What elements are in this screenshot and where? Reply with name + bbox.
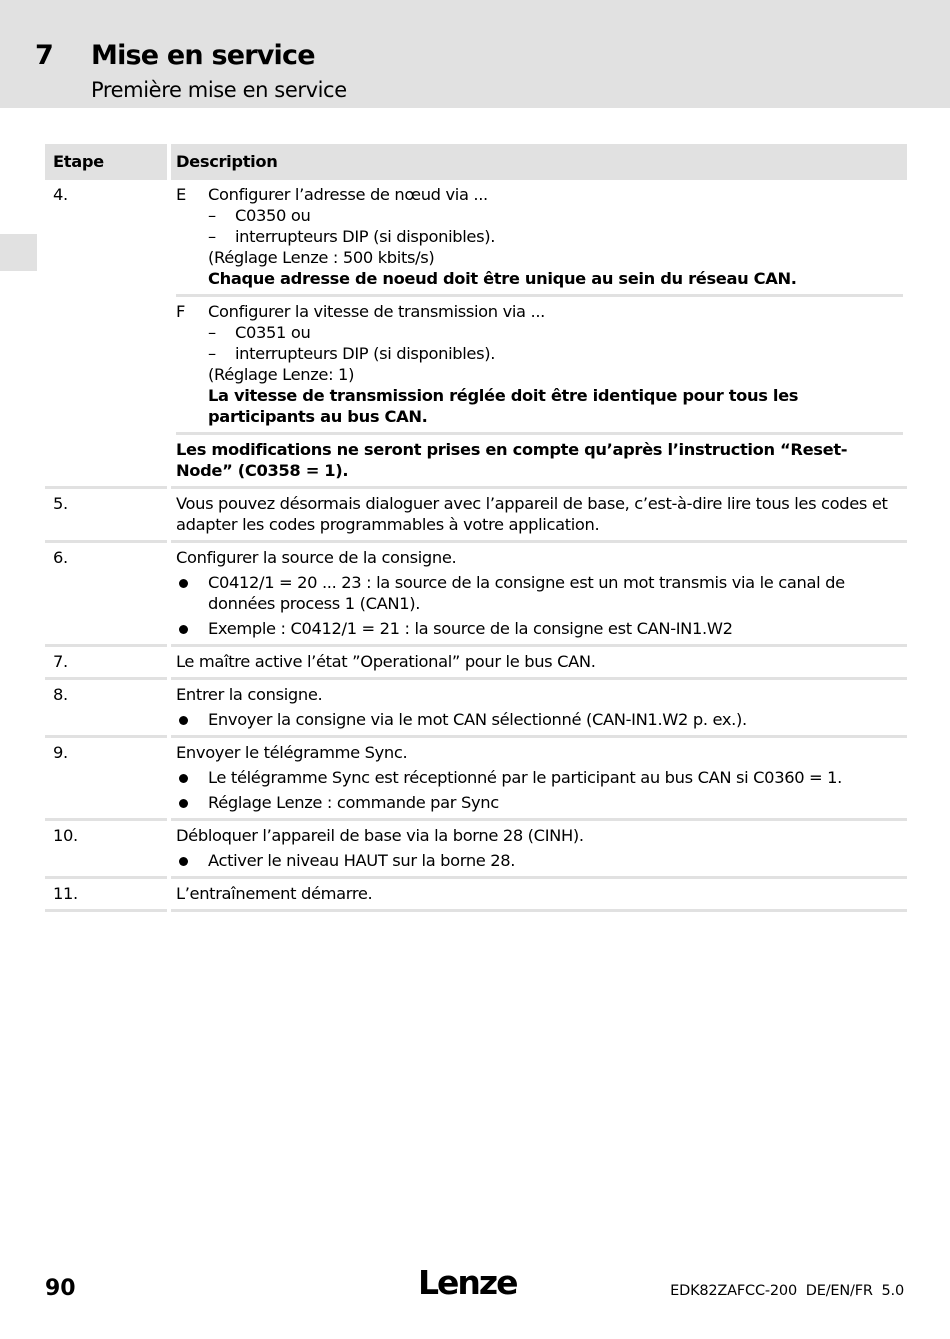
dash-marker: –	[208, 206, 216, 225]
substep-letter: F	[176, 302, 186, 321]
bullet-item: Exemple : C0412/1 = 21 : la source de la consigne est CAN-IN1.W2	[208, 619, 733, 638]
step-description: L’entraînement démarre.	[171, 879, 907, 912]
step-number: 6.	[45, 543, 167, 647]
dash-item: interrupteurs DIP (si disponibles).	[235, 227, 496, 246]
bullet-icon	[176, 572, 208, 614]
step-description: Le maître active l’état ”Operational” pour le bus CAN.	[171, 647, 907, 680]
bullet-icon	[176, 709, 208, 730]
table-row	[45, 647, 907, 680]
table-row	[45, 543, 907, 647]
bullet-item: Le télégramme Sync est réceptionné par le participant au bus CAN si C0360 = 1.	[208, 768, 842, 787]
step-description	[171, 543, 907, 647]
bullet-icon	[176, 618, 208, 639]
step-number: 8.	[45, 680, 167, 738]
step-number: 5.	[45, 489, 167, 543]
step-number: 10.	[45, 821, 167, 879]
step-number: 9.	[45, 738, 167, 821]
table-row	[45, 879, 907, 912]
table-header-row	[45, 144, 907, 180]
step-number: 11.	[45, 879, 167, 912]
step-text: Envoyer le télégramme Sync.	[176, 743, 408, 762]
step-description	[171, 180, 907, 489]
dash-item: C0350 ou	[235, 206, 311, 225]
bullet-icon	[176, 792, 208, 813]
table-row	[45, 821, 907, 879]
substep-f	[176, 297, 903, 435]
chapter-side-tab	[0, 234, 37, 271]
table-row	[45, 489, 907, 543]
dash-item: C0351 ou	[235, 323, 311, 342]
page-number: 90	[45, 1276, 76, 1301]
step-number: 4.	[45, 180, 167, 489]
step-text: Débloquer l’appareil de base via la borne 28 (CINH).	[176, 826, 584, 845]
bullet-icon	[176, 767, 208, 788]
chapter-number: 7	[35, 40, 54, 71]
lenze-setting: (Réglage Lenze : 500 kbits/s)	[208, 248, 435, 267]
step-text: Configurer la source de la consigne.	[176, 548, 457, 567]
dash-marker: –	[208, 344, 216, 363]
step-description	[171, 680, 907, 738]
dash-item: interrupteurs DIP (si disponibles).	[235, 344, 496, 363]
step-description: Vous pouvez désormais dialoguer avec l’appareil de base, c’est-à-dire lire tous les codes et adapter les codes programmables à votre application.	[171, 489, 907, 543]
table-row	[45, 680, 907, 738]
bullet-item: Réglage Lenze : commande par Sync	[208, 793, 499, 812]
substep-title: Configurer la vitesse de transmission via ...	[208, 302, 545, 321]
reset-node-note: Les modifications ne seront prises en compte qu’après l’instruction “Reset-Node” (C0358 = 1).	[176, 440, 848, 480]
section-subtitle: Première mise en service	[91, 78, 347, 102]
step-text: Entrer la consigne.	[176, 685, 323, 704]
bullet-item: C0412/1 = 20 ... 23 : la source de la consigne est un mot transmis via le canal de données process 1 (CAN1).	[208, 573, 845, 613]
dash-marker: –	[208, 323, 216, 342]
bullet-icon	[176, 850, 208, 871]
step-number: 7.	[45, 647, 167, 680]
document-reference: EDK82ZAFCC-200 DE/EN/FR 5.0	[670, 1283, 904, 1299]
column-header-step: Etape	[45, 144, 167, 180]
bullet-item: Envoyer la consigne via le mot CAN sélectionné (CAN-IN1.W2 p. ex.).	[208, 710, 747, 729]
important-note: Chaque adresse de noeud doit être unique au sein du réseau CAN.	[208, 269, 797, 288]
steps-table	[45, 144, 907, 912]
substep-e	[176, 180, 903, 297]
table-row	[45, 180, 907, 489]
substep-title: Configurer l’adresse de nœud via ...	[208, 185, 488, 204]
bullet-item: Activer le niveau HAUT sur la borne 28.	[208, 851, 516, 870]
dash-marker: –	[208, 227, 216, 246]
lenze-setting: (Réglage Lenze: 1)	[208, 365, 355, 384]
step-description	[171, 738, 907, 821]
important-note: La vitesse de transmission réglée doit être identique pour tous les participants au bus CAN.	[208, 386, 799, 426]
substep-letter: E	[176, 185, 186, 204]
table-row	[45, 738, 907, 821]
column-header-description: Description	[171, 144, 907, 180]
lenze-logo: Lenze	[418, 1263, 517, 1302]
step-description	[171, 821, 907, 879]
chapter-title: Mise en service	[91, 40, 315, 71]
